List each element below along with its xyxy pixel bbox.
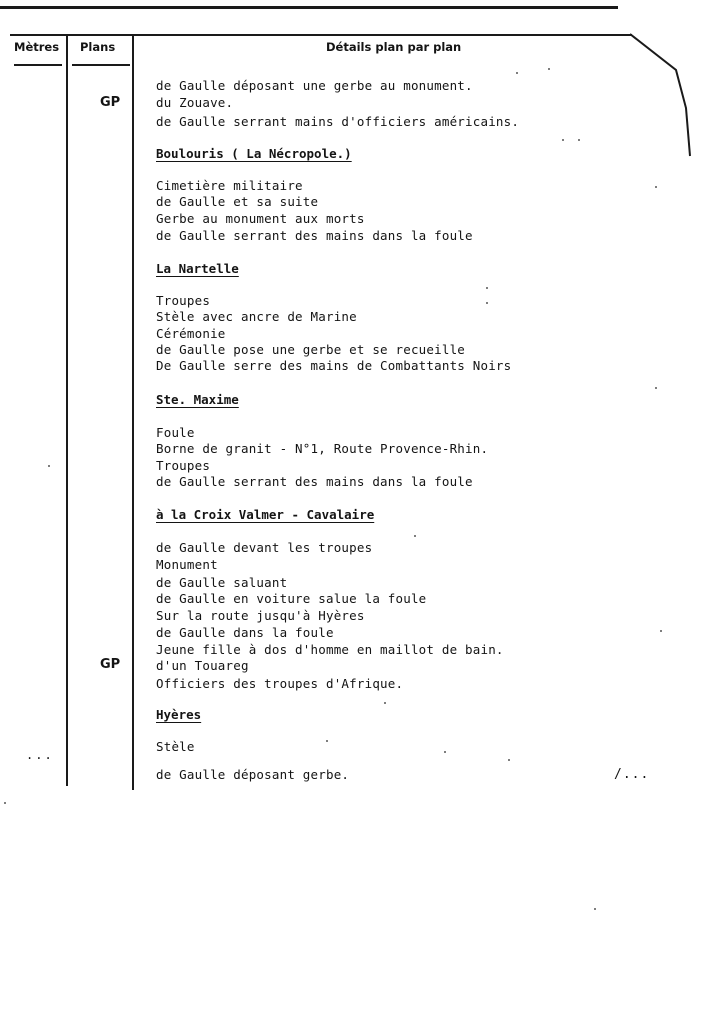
scan-speck — [548, 68, 550, 70]
column-divider-1 — [66, 34, 68, 786]
continuation-mark: /... — [614, 767, 650, 782]
scan-speck — [655, 387, 657, 389]
shot-line: Cimetière militaire — [156, 178, 303, 193]
scan-speck — [486, 302, 488, 304]
scan-speck — [594, 908, 596, 910]
shot-line: Borne de granit - N°1, Route Provence-Rhin. — [156, 441, 489, 456]
shot-line: Cérémonie — [156, 326, 226, 341]
shot-line: Sur la route jusqu'à Hyères — [156, 608, 365, 623]
shot-line: de Gaulle pose une gerbe et se recueille — [156, 342, 466, 357]
shot-line: de Gaulle serrant des mains dans la foule — [156, 474, 473, 489]
scan-speck — [508, 759, 510, 761]
section-heading: Ste. Maxime — [156, 392, 239, 407]
shot-line: de Gaulle serrant des mains dans la foule — [156, 228, 473, 243]
shot-line: de Gaulle déposant gerbe. — [156, 767, 350, 782]
shot-line: Foule — [156, 425, 195, 440]
shot-line: De Gaulle serre des mains de Combattants Noirs — [156, 358, 512, 373]
shot-line: Stèle avec ancre de Marine — [156, 309, 357, 324]
column-header-plans: Plans — [80, 40, 116, 54]
shot-line: de Gaulle serrant mains d'officiers américains. — [156, 114, 520, 129]
scan-speck — [655, 186, 657, 188]
metres-underline — [14, 64, 62, 66]
column-header-metres: Mètres — [14, 40, 60, 54]
column-divider-2 — [132, 34, 134, 790]
scan-speck — [486, 287, 488, 289]
shot-line: d'un Touareg — [156, 658, 249, 673]
section-heading: La Nartelle — [156, 261, 239, 276]
top-rule — [0, 6, 618, 9]
scan-speck — [326, 740, 328, 742]
shot-line: Gerbe au monument aux morts — [156, 211, 365, 226]
shot-line: de Gaulle en voiture salue la foule — [156, 591, 427, 606]
section-heading: à la Croix Valmer - Cavalaire — [156, 507, 375, 522]
shot-line: Stèle — [156, 739, 195, 754]
scan-speck — [578, 139, 580, 141]
scan-speck — [414, 535, 416, 537]
scan-speck — [516, 72, 518, 74]
shot-line: du Zouave. — [156, 95, 234, 110]
corner-stroke — [628, 30, 698, 160]
header-rule — [10, 34, 632, 36]
shot-line: de Gaulle et sa suite — [156, 194, 319, 209]
plans-underline — [72, 64, 130, 66]
shot-line: de Gaulle devant les troupes — [156, 540, 373, 555]
shot-line: Troupes — [156, 293, 211, 308]
scan-speck — [384, 702, 386, 704]
scan-speck — [4, 802, 6, 804]
column-header-details: Détails plan par plan — [326, 40, 462, 54]
shot-line: Officiers des troupes d'Afrique. — [156, 676, 404, 691]
shot-line: de Gaulle saluant — [156, 575, 288, 590]
shot-line: de Gaulle dans la foule — [156, 625, 334, 640]
shot-line: Monument — [156, 557, 218, 572]
scan-speck — [444, 751, 446, 753]
metres-mark: ... — [26, 748, 54, 762]
plan-tag: GP — [100, 95, 121, 110]
section-heading: Boulouris ( La Nécropole.) — [156, 146, 352, 161]
scan-speck — [48, 465, 50, 467]
shot-line: de Gaulle déposant une gerbe au monument. — [156, 78, 473, 93]
shot-line: Jeune fille à dos d'homme en maillot de bain. — [156, 642, 504, 657]
scan-speck — [660, 630, 662, 632]
section-heading: Hyères — [156, 707, 202, 722]
plan-tag: GP — [100, 657, 121, 672]
scan-speck — [562, 139, 564, 141]
shot-line: Troupes — [156, 458, 211, 473]
